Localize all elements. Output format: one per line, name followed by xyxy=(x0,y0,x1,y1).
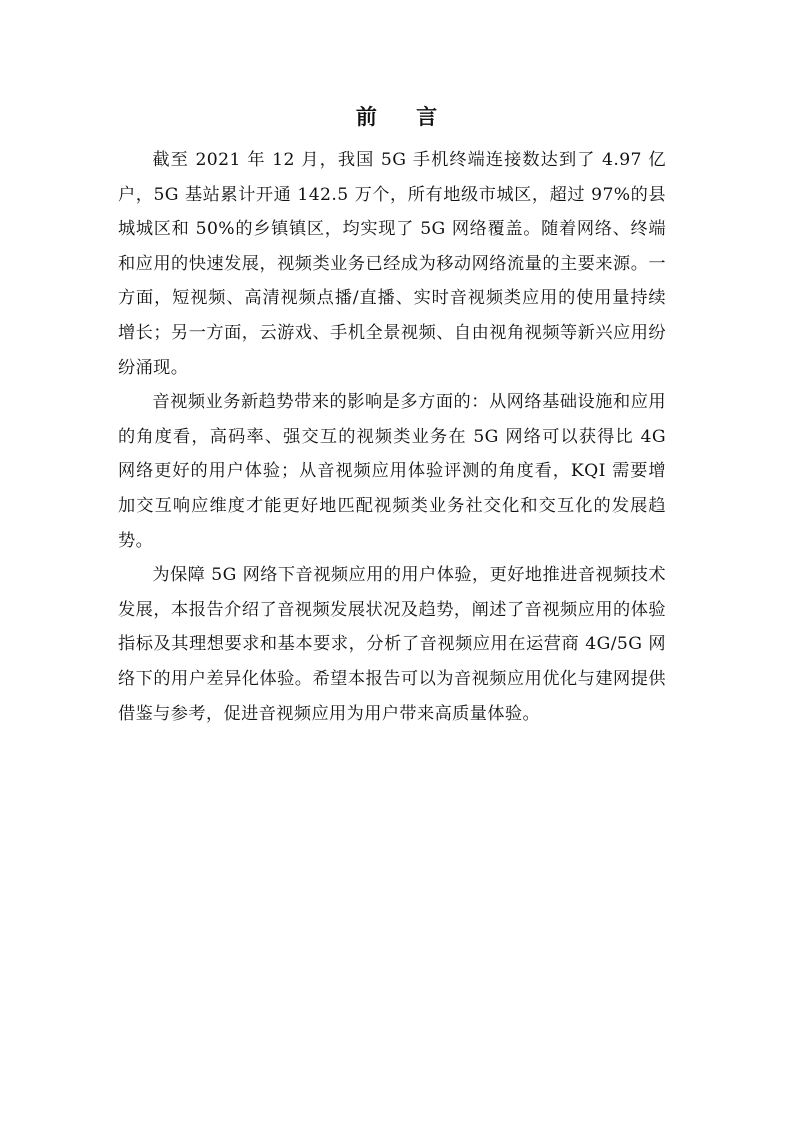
paragraph-3: 为保障 5G 网络下音视频应用的用户体验，更好地推进音视频技术发展，本报告介绍了音视频发展状况及趋势，阐述了音视频应用的体验指标及其理想要求和基本要求，分析了音视频应用在运营商 4G/5G 网络下的用户差异化体验。希望本报告可以为音视频应用优化与建网提供借鉴与参考，促进音视频应用为用户带来高质量体验。 xyxy=(118,565,666,724)
paragraph-2: 音视频业务新趋势带来的影响是多方面的：从网络基础设施和应用的角度看，高码率、强交互的视频类业务在 5G 网络可以获得比 4G 网络更好的用户体验；从音视频应用体验评测的角度看，KQI 需要增加交互响应维度才能更好地匹配视频类业务社交化和交互化的发展趋势。 xyxy=(118,392,666,551)
preface-body xyxy=(118,143,666,731)
page-title: 前 言 xyxy=(355,104,454,129)
paragraph-1: 截至 2021 年 12 月，我国 5G 手机终端连接数达到了 4.97 亿户，5G 基站累计开通 142.5 万个，所有地级市城区，超过 97%的县城城区和 50%的乡镇镇区，均实现了 5G 网络覆盖。随着网络、终端和应用的快速发展，视频类业务已经成为移动网络流量的主要来源。一方面，短视频、高清视频点播/直播、实时音视频类应用的使用量持续增长；另一方面，云游戏、手机全景视频、自由视角视频等新兴应用纷纷涌现。 xyxy=(118,150,666,378)
